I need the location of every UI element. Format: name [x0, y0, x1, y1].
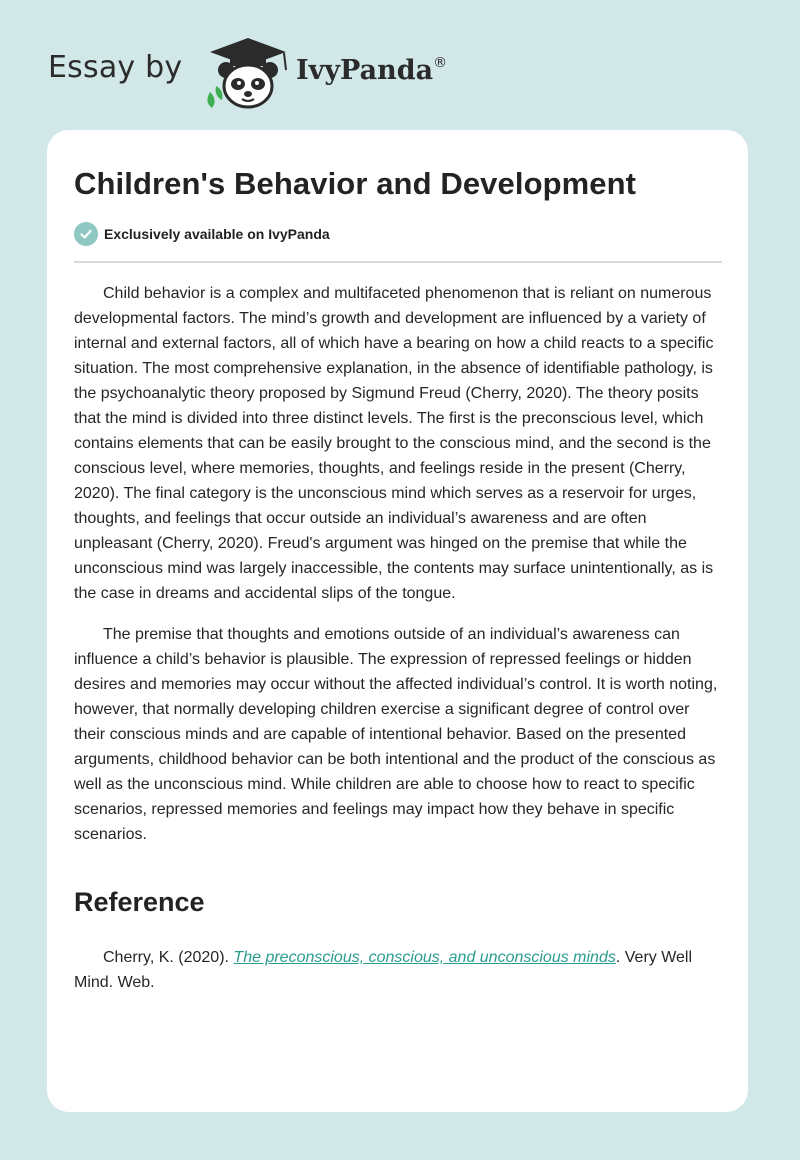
reference-heading: Reference: [74, 887, 205, 917]
panda-graduation-cap-icon[interactable]: [200, 36, 296, 110]
site-header: [0, 0, 800, 128]
essay-card: [47, 130, 748, 1112]
paragraph: The premise that thoughts and emotions outside of an individual’s awareness can influence a child’s behavior is plausible. The expression of repressed feelings or hidden desires and memories may occur without the affected individual’s control. It is worth noting, however, that normally developing children exercise a significant degree of control over their conscious minds and are capable of intentional behavior. Based on the presented arguments, childhood behavior can be both intentional and the product of the conscious as well as the unconscious mind. While children are able to choose how to react to specific scenarios, repressed memories and feelings may impact how they behave in specific scenarios.: [74, 626, 718, 843]
check-circle-icon: [74, 222, 98, 246]
page-title: Children's Behavior and Development: [74, 166, 637, 201]
paragraph: Child behavior is a complex and multifaceted phenomenon that is reliant on numerous developmental factors. The mind’s growth and development are influenced by a variety of internal and external factors, all of which have a bearing on how a child reacts to a specific situation. The most comprehensive explanation, in the absence of identifiable pathology, is the psychoanalytic theory proposed by Sigmund Freud (Cherry, 2020). The theory posits that the mind is divided into three distinct levels. The first is the preconscious level, which contains elements that can be easily brought to the conscious mind, and the second is the conscious level, where memories, thoughts, and feelings reside in the present (Cherry, 2020). The final category is the unconscious mind which serves as a reservoir for urges, thoughts, and feelings that occur outside an individual’s awareness and are often unpleasant (Cherry, 2020). Freud's argument was hinged on the premise that while the unconscious mind was largely inaccessible, the contents may surface unintentionally, as is the case in dreams and accidental slips of the tongue.: [74, 285, 714, 602]
essay-by-label: Essay by: [48, 50, 183, 85]
reference-prefix: Cherry, K. (2020).: [103, 949, 234, 966]
reference-entry: [74, 945, 724, 995]
brand-text: IvyPanda: [296, 55, 434, 86]
divider: [74, 261, 722, 263]
registered-mark: ®: [433, 55, 448, 71]
brand-name[interactable]: [296, 55, 447, 86]
exclusive-badge: [74, 222, 330, 246]
reference-link[interactable]: The preconscious, conscious, and unconscious minds: [233, 949, 616, 966]
essay-body: [74, 281, 724, 863]
reference-suffix: . Very Well Mind. Web.: [74, 949, 693, 991]
badge-label: Exclusively available on IvyPanda: [104, 226, 330, 242]
